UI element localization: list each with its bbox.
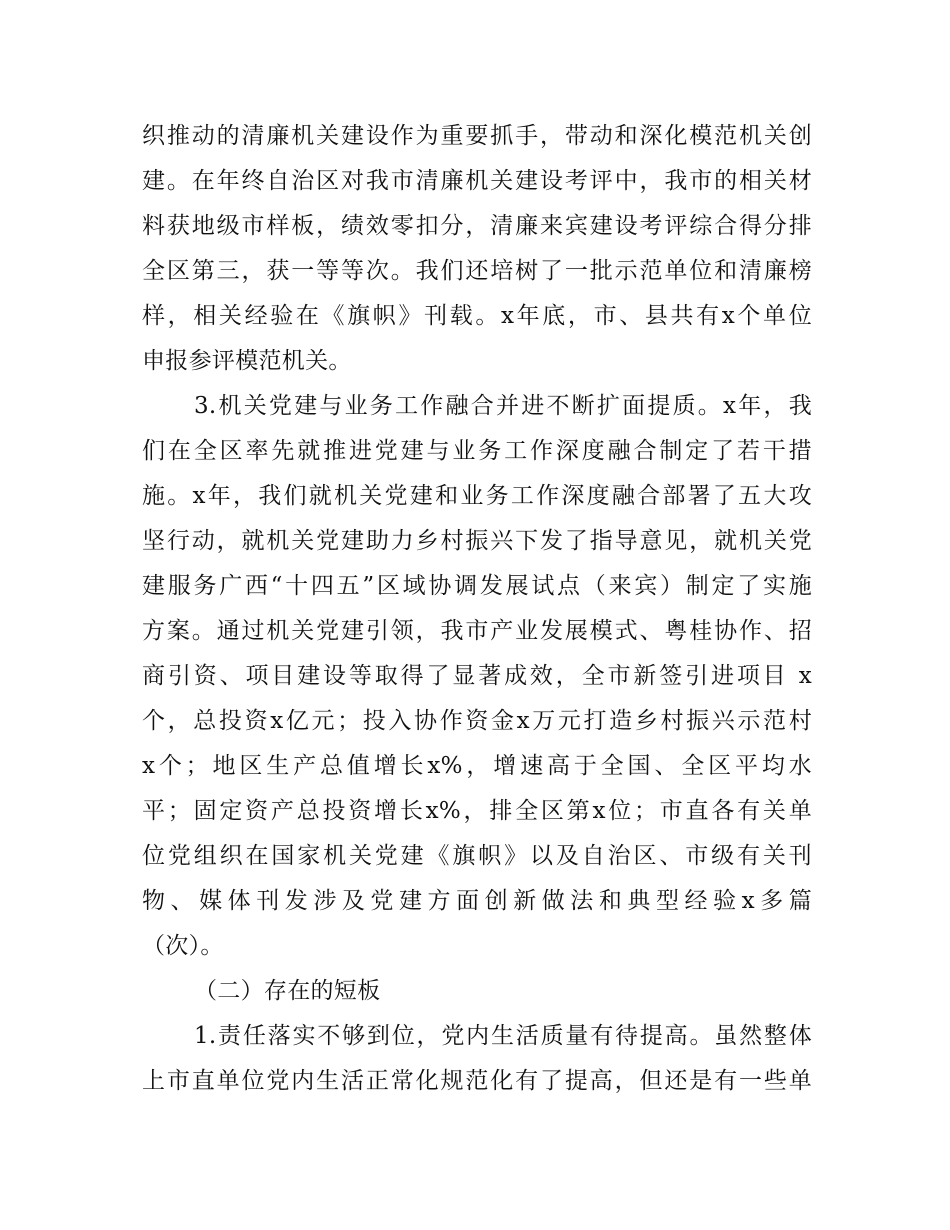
text-line: 申报参评模范机关。 bbox=[142, 348, 352, 374]
text-line: （次）。 bbox=[142, 933, 224, 959]
text-line: 建。在年终自治区对我市清廉机关建设考评中，我市的相关材 bbox=[142, 168, 812, 194]
text-line: x个；地区生产总值增长x%，增速高于全国、全区平均水 bbox=[142, 753, 812, 779]
text-line: 上市直单位党内生活正常化规范化有了提高，但还是有一些单 bbox=[142, 1068, 812, 1094]
text-line: 施。x年，我们就机关党建和业务工作深度融合部署了五大攻 bbox=[142, 483, 812, 509]
text-line: 位党组织在国家机关党建《旗帜》以及自治区、市级有关刊 bbox=[142, 843, 812, 869]
text-line: 个，总投资x亿元；投入协作资金x万元打造乡村振兴示范村 bbox=[142, 708, 812, 734]
section-heading: （二）存在的短板 bbox=[194, 978, 381, 1004]
text-line: 料获地级市样板，绩效零扣分，清廉来宾建设考评综合得分排 bbox=[142, 213, 812, 239]
text-line: 们在全区率先就推进党建与业务工作深度融合制定了若干措 bbox=[142, 438, 812, 464]
text-line: 平；固定资产总投资增长x%，排全区第x位；市直各有关单 bbox=[142, 798, 812, 824]
text-line: 样，相关经验在《旗帜》刊载。x年底，市、县共有x个单位 bbox=[142, 303, 812, 329]
document-body bbox=[142, 114, 812, 1104]
paragraph-heading: 3.机关党建与业务工作融合并进不断扩面提质。x年，我 bbox=[194, 393, 812, 419]
text-line: 全区第三，获一等等次。我们还培树了一批示范单位和清廉榜 bbox=[142, 258, 812, 284]
text-line: 物、媒体刊发涉及党建方面创新做法和典型经验x多篇 bbox=[142, 888, 812, 914]
paragraph-heading: 1.责任落实不够到位，党内生活质量有待提高。虽然整体 bbox=[194, 1023, 812, 1049]
text-line: 织推动的清廉机关建设作为重要抓手，带动和深化模范机关创 bbox=[142, 123, 812, 149]
text-line: 方案。通过机关党建引领，我市产业发展模式、粤桂协作、招 bbox=[142, 618, 812, 644]
text-line: 商引资、项目建设等取得了显著成效，全市新签引进项目 x bbox=[142, 663, 812, 689]
text-line: 坚行动，就机关党建助力乡村振兴下发了指导意见，就机关党 bbox=[142, 528, 812, 554]
text-line: 建服务广西“十四五”区域协调发展试点（来宾）制定了实施 bbox=[142, 573, 812, 599]
